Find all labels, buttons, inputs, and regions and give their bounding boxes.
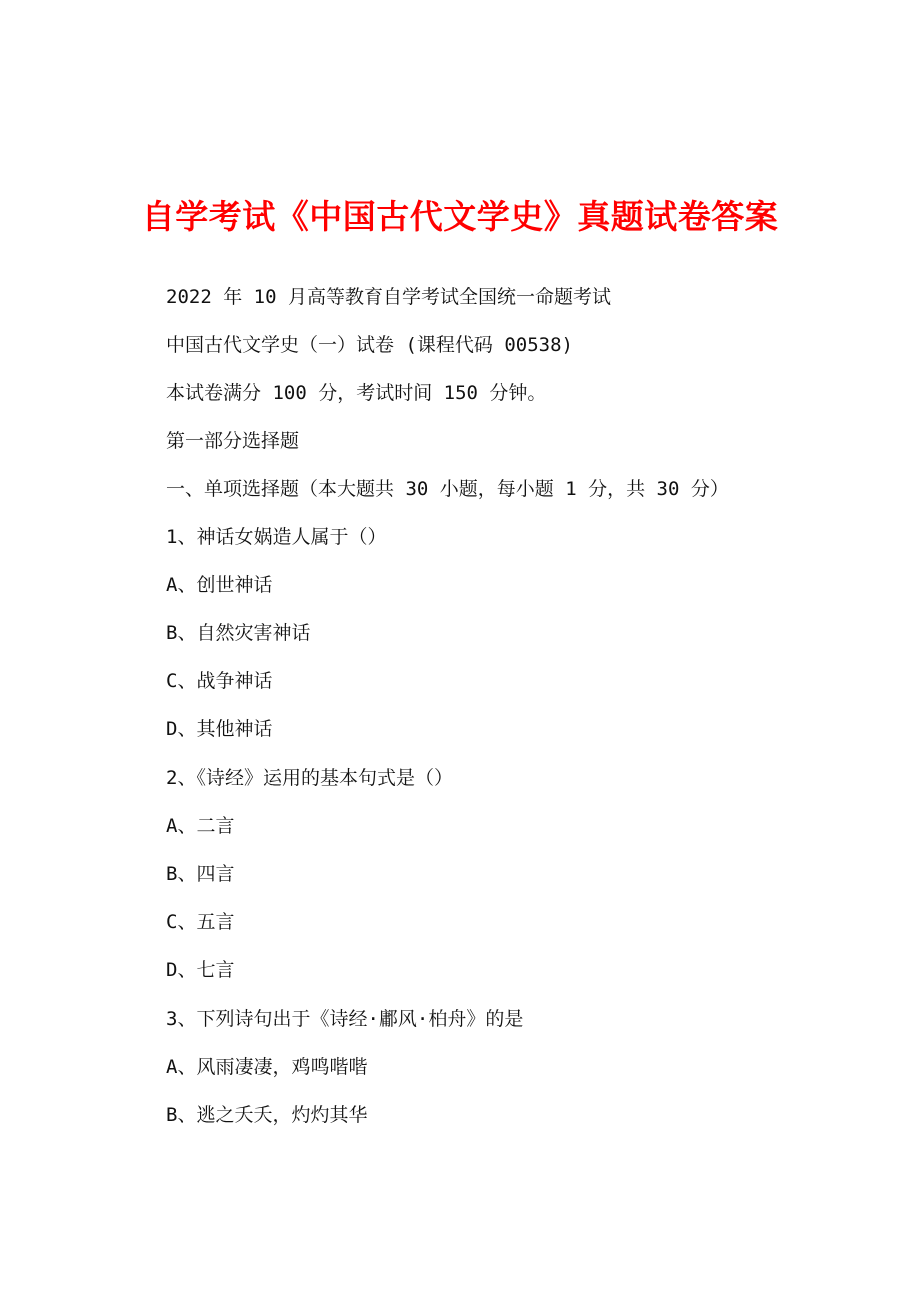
section-heading: 第一部分选择题 bbox=[166, 430, 300, 452]
question-1: 1、神话女娲造人属于（） bbox=[166, 526, 387, 548]
question-1-option-a: A、创世神话 bbox=[166, 574, 273, 596]
exam-paper-line: 中国古代文学史（一）试卷 (课程代码 00538) bbox=[166, 334, 573, 356]
question-1-option-d: D、其他神话 bbox=[166, 718, 273, 740]
question-3: 3、下列诗句出于《诗经·鄘风·柏舟》的是 bbox=[166, 1008, 524, 1030]
exam-score-time-line: 本试卷满分 100 分，考试时间 150 分钟。 bbox=[166, 382, 547, 404]
document-title: 自学考试《中国古代文学史》真题试卷答案 bbox=[141, 197, 779, 236]
question-2-option-a: A、二言 bbox=[166, 815, 235, 837]
question-3-option-b: B、逃之夭夭，灼灼其华 bbox=[166, 1104, 368, 1126]
question-3-option-a: A、风雨凄凄，鸡鸣喈喈 bbox=[166, 1056, 368, 1078]
question-2-option-b: B、四言 bbox=[166, 863, 235, 885]
question-group-heading: 一、单项选择题（本大题共 30 小题，每小题 1 分，共 30 分） bbox=[166, 478, 729, 500]
exam-session-line: 2022 年 10 月高等教育自学考试全国统一命题考试 bbox=[166, 286, 611, 308]
question-1-option-c: C、战争神话 bbox=[166, 670, 273, 692]
question-1-option-b: B、自然灾害神话 bbox=[166, 622, 311, 644]
question-2-option-c: C、五言 bbox=[166, 911, 235, 933]
question-2-option-d: D、七言 bbox=[166, 959, 235, 981]
question-2: 2、《诗经》运用的基本句式是（） bbox=[166, 767, 453, 789]
